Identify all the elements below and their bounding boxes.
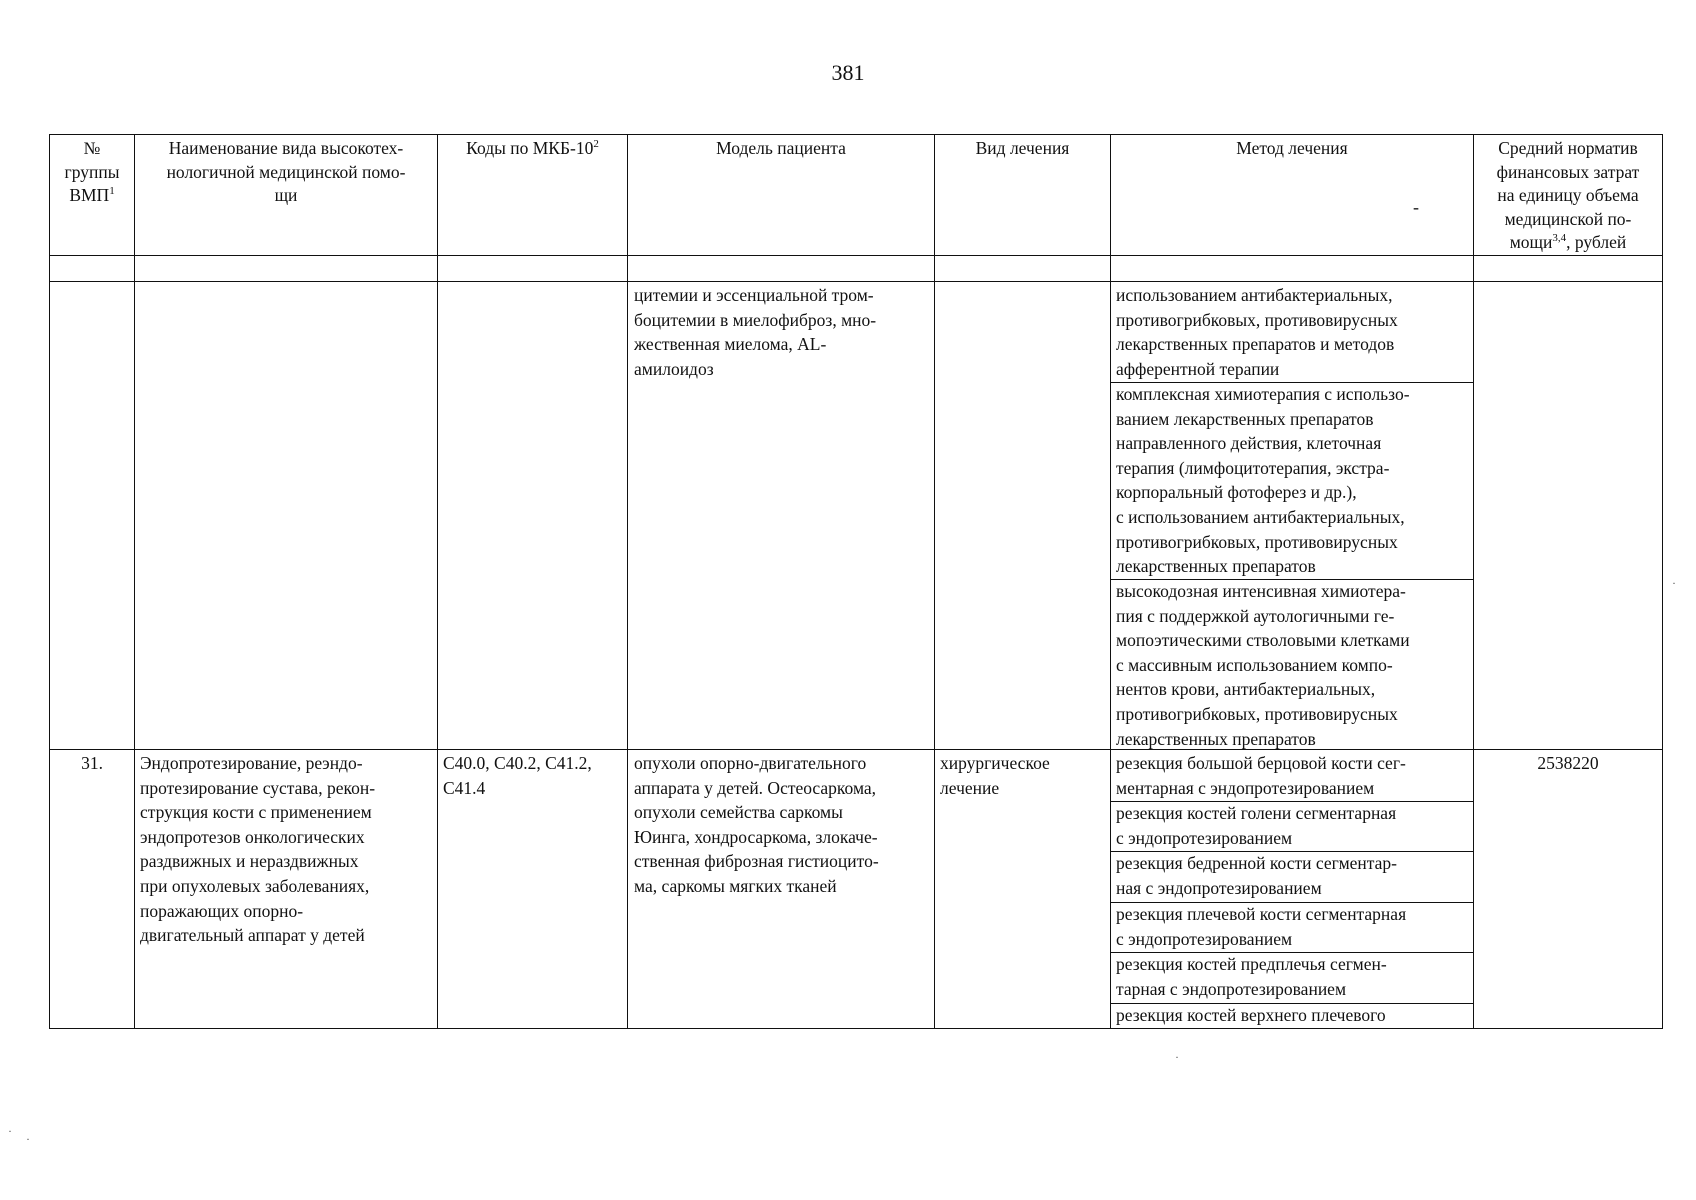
footnote-mark: 3,4 [1552,232,1567,245]
row-31-patient-model: опухоли опорно-двигательного аппарата у детей. Остеосаркома, опухоли семейства саркомы Юинга, хондросаркома, злокаче- ственная фиброзная гистиоцито- ма, саркомы мягких тканей [634,753,879,896]
header-bottom-line [50,255,1662,256]
row-31-method-3: резекция бедренной кости сегментар- ная с эндопротезированием [1116,853,1397,898]
row-31-method-5: резекция костей предплечья сегмен- тарная с эндопротезированием [1116,954,1387,999]
header-stray-mark: - [1413,197,1419,217]
column-divider [627,135,628,1028]
footnote-mark: 1 [109,185,115,198]
continuation-method-3: высокодозная интенсивная химиотера- пия с поддержкой аутологичными ге- мопоэтическими стволовыми клетками с массивным использованием компо- нентов крови, антибактериальных, противогрибковых, противовирусных лекарственных препаратов [1116,581,1410,749]
header-icd-codes [438,137,627,161]
header-average-cost-text: Средний норматив финансовых затрат на единицу объема медицинской по- мощи [1496,138,1640,252]
row-31-method-4: резекция плечевой кости сегментарная с эндопротезированием [1116,904,1407,949]
footnote-mark: 2 [593,138,599,151]
header-average-cost [1474,137,1662,255]
continuation-patient-model: цитемии и эссенциальной тром- боцитемии в миелофиброз, мно- жественная миелома, AL- амилоидоз [634,285,877,379]
row-31-icd-codes: C40.0, C40.2, C41.2, C41.4 [443,753,592,798]
medical-care-table [49,134,1663,1029]
header-group-number-text: № группы ВМП [64,138,120,205]
column-divider [934,135,935,1028]
header-treatment-method: Метод лечения [1236,138,1348,158]
row-31-treatment-type: хирургическое лечение [940,753,1050,798]
header-treatment-type: Вид лечения [975,138,1070,158]
row-31-method-2: резекция костей голени сегментарная с эндопротезированием [1116,803,1397,848]
header-icd-codes-text: Коды по МКБ-10 [466,138,594,158]
column-divider [134,135,135,1028]
continuation-method-2: комплексная химиотерапия с использо- ванием лекарственных препаратов направленного действия, клеточная терапия (лимфоцитотерапия, экстра- корпоральный фотоферез и др.), с использованием антибактериальных, противогрибковых, противовирусных лекарственных препаратов [1116,384,1410,577]
scan-speck: · [8,1124,12,1138]
scan-speck: · [1672,576,1676,590]
column-divider [1473,135,1474,1028]
row-31-method-6: резекция костей верхнего плечевого [1116,1005,1386,1025]
header-average-cost-unit: , рублей [1566,232,1627,252]
header-patient-model: Модель пациента [716,138,846,158]
continuation-method-1: использованием антибактериальных, противогрибковых, противовирусных лекарственных препаратов и методов афферентной терапии [1116,285,1398,379]
row-31-care-name: Эндопротезирование, реэндо- протезирование сустава, рекон- струкция кости с применением эндопротезов онкологических раздвижных и нераздвижных при опухолевых заболеваниях, поражающих опорно- двигательный аппарат у детей [140,753,376,946]
scan-speck: · [1175,1050,1179,1064]
column-divider [1110,135,1111,1028]
scan-speck: · [26,1132,30,1146]
header-group-number [50,137,134,208]
header-care-name: Наименование вида высокотех- нологичной медицинской помо- щи [166,138,406,205]
blank-row-bottom-line [50,281,1662,282]
row-31-average-cost: 2538220 [1537,753,1599,773]
row-31-method-1: резекция большой берцовой кости сег- ментарная с эндопротезированием [1116,753,1406,798]
column-divider [437,135,438,1028]
page-number: 381 [831,60,865,85]
row-31-number: 31. [81,753,103,773]
